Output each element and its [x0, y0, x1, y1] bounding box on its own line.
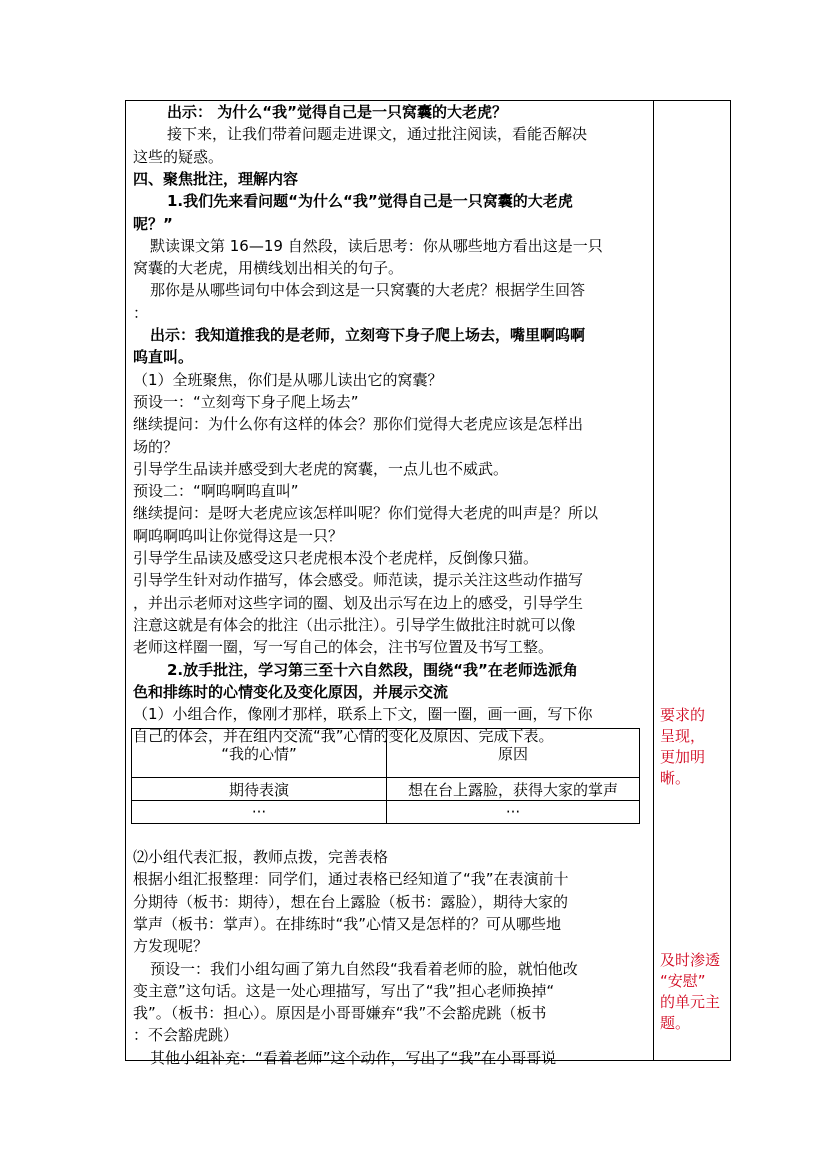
content-line: 窝囊的大老虎，用横线划出相关的句子。 — [133, 259, 404, 278]
content-line: 自己的体会，并在组内交流“我”心情的变化及原因、完成下表。 — [133, 727, 554, 746]
table-cell: 期待表演 — [132, 778, 387, 801]
content-line: 这些的疑惑。 — [133, 147, 224, 166]
content-line: 默读课文第 16—19 自然段，读后思考：你从哪些地方看出这是一只 — [150, 236, 603, 255]
table-header-reason: 原因 — [387, 729, 640, 778]
content-line: 1.我们先来看问题“为什么“我”觉得自己是一只窝囊的大老虎 — [167, 192, 573, 211]
content-line: （1）小组合作，像刚才那样，联系上下文，圈一圈，画一画，写下你 — [133, 705, 593, 724]
content-line: 2.放手批注，学习第三至十六自然段，围绕“我”在老师选派角 — [167, 660, 578, 679]
content-line: ： — [133, 303, 149, 322]
note-line: 要求的 — [660, 706, 706, 724]
content-line: 出示：我知道推我的是老师，立刻弯下身子爬上场去，嘴里啊呜啊 — [150, 326, 586, 344]
note-line: 晰。 — [660, 769, 691, 787]
content-line: 注意这就是有体会的批注（出示批注）。引导学生做批注时就可以像 — [133, 615, 576, 634]
mood-table — [131, 728, 640, 824]
content-line: 继续提问：为什么你有这样的体会？那你们觉得大老虎应该是怎样出 — [133, 415, 584, 434]
margin-note-2 — [660, 950, 720, 1034]
table-cell: 想在台上露脸，获得大家的掌声 — [387, 778, 640, 801]
content-line: ：不会豁虎跳） — [133, 1026, 239, 1045]
note-line: 更加明 — [660, 748, 706, 766]
content-line: 其他小组补充：“看着老师”这个动作，写出了“我”在小哥哥说 — [150, 1048, 557, 1067]
note-line: 及时渗透 — [660, 951, 721, 969]
content-line: 出示： 为什么“我”觉得自己是一只窝囊的大老虎？ — [167, 103, 507, 121]
table-row — [132, 801, 640, 824]
note-line: 呈现， — [660, 727, 706, 745]
content-line: 引导学生针对动作描写，体会感受。师范读，提示关注这些动作描写 — [133, 571, 584, 590]
content-line: 继续提问：是呀大老虎应该怎样叫呢？你们觉得大老虎的叫声是？所以 — [133, 504, 599, 523]
content-line: 引导学生品读及感受这只老虎根本没个老虎样，反倒像只猫。 — [133, 549, 539, 567]
content-line: 掌声（板书：掌声）。在排练时“我”心情又是怎样的？可从哪些地 — [133, 914, 562, 933]
note-line: 的单元主 — [660, 993, 721, 1011]
content-line: 四、聚焦批注，理解内容 — [133, 169, 299, 188]
note-line: 题。 — [660, 1014, 691, 1032]
table-header-row — [132, 729, 640, 778]
content-line: （1）全班聚焦，你们是从哪儿读出它的窝囊？ — [133, 370, 443, 389]
table-cell: ··· — [132, 801, 387, 824]
content-line: 预设二：“啊呜啊呜直叫” — [133, 482, 299, 501]
column-divider — [653, 100, 654, 1061]
table-cell: ··· — [387, 801, 640, 824]
content-line: 分期待（板书：期待），想在台上露脸（板书：露脸），期待大家的 — [133, 892, 569, 911]
content-line: 变主意”这句话。这是一处心理描写，写出了“我”担心老师换掉“ — [133, 981, 555, 1000]
content-line: 场的？ — [133, 437, 179, 456]
content-line: 接下来，让我们带着问题走进课文，通过批注阅读，看能否解决 — [167, 125, 588, 144]
content-line: ，并出示老师对这些字词的圈、划及出示写在边上的感受，引导学生 — [133, 593, 584, 612]
content-line: 呜直叫。 — [133, 348, 194, 367]
content-line: 我”。（板书：担心）。原因是小哥哥嫌弃“我”不会豁虎跳（板书 — [133, 1004, 547, 1023]
note-line: “安慰” — [660, 972, 706, 990]
content-line: 那你是从哪些词句中体会到这是一只窝囊的大老虎？根据学生回答 — [150, 281, 586, 300]
table-header-mood: “我的心情” — [132, 729, 387, 778]
content-line: 预设一：“立刻弯下身子爬上场去” — [133, 392, 359, 411]
margin-note-1 — [660, 705, 705, 789]
content-line: ⑵小组代表汇报，教师点拨，完善表格 — [133, 848, 389, 866]
content-line: 预设一：我们小组勾画了第九自然段“我看着老师的脸，就怕他改 — [150, 959, 578, 978]
content-line: 引导学生品读并感受到大老虎的窝囊，一点儿也不威武。 — [133, 459, 509, 478]
content-line: 老师这样圈一圈，写一写自己的体会，注书写位置及书写工整。 — [133, 638, 554, 657]
content-line: 呢？” — [133, 214, 173, 233]
content-line: 方发现呢？ — [133, 937, 209, 956]
content-line: 色和排练时的心情变化及变化原因，并展示交流 — [133, 682, 449, 701]
table-row — [132, 778, 640, 801]
content-line: 啊呜啊呜叫让你觉得这是一只？ — [133, 526, 344, 545]
content-line: 根据小组汇报整理：同学们，通过表格已经知道了“我”在表演前十 — [133, 870, 569, 889]
